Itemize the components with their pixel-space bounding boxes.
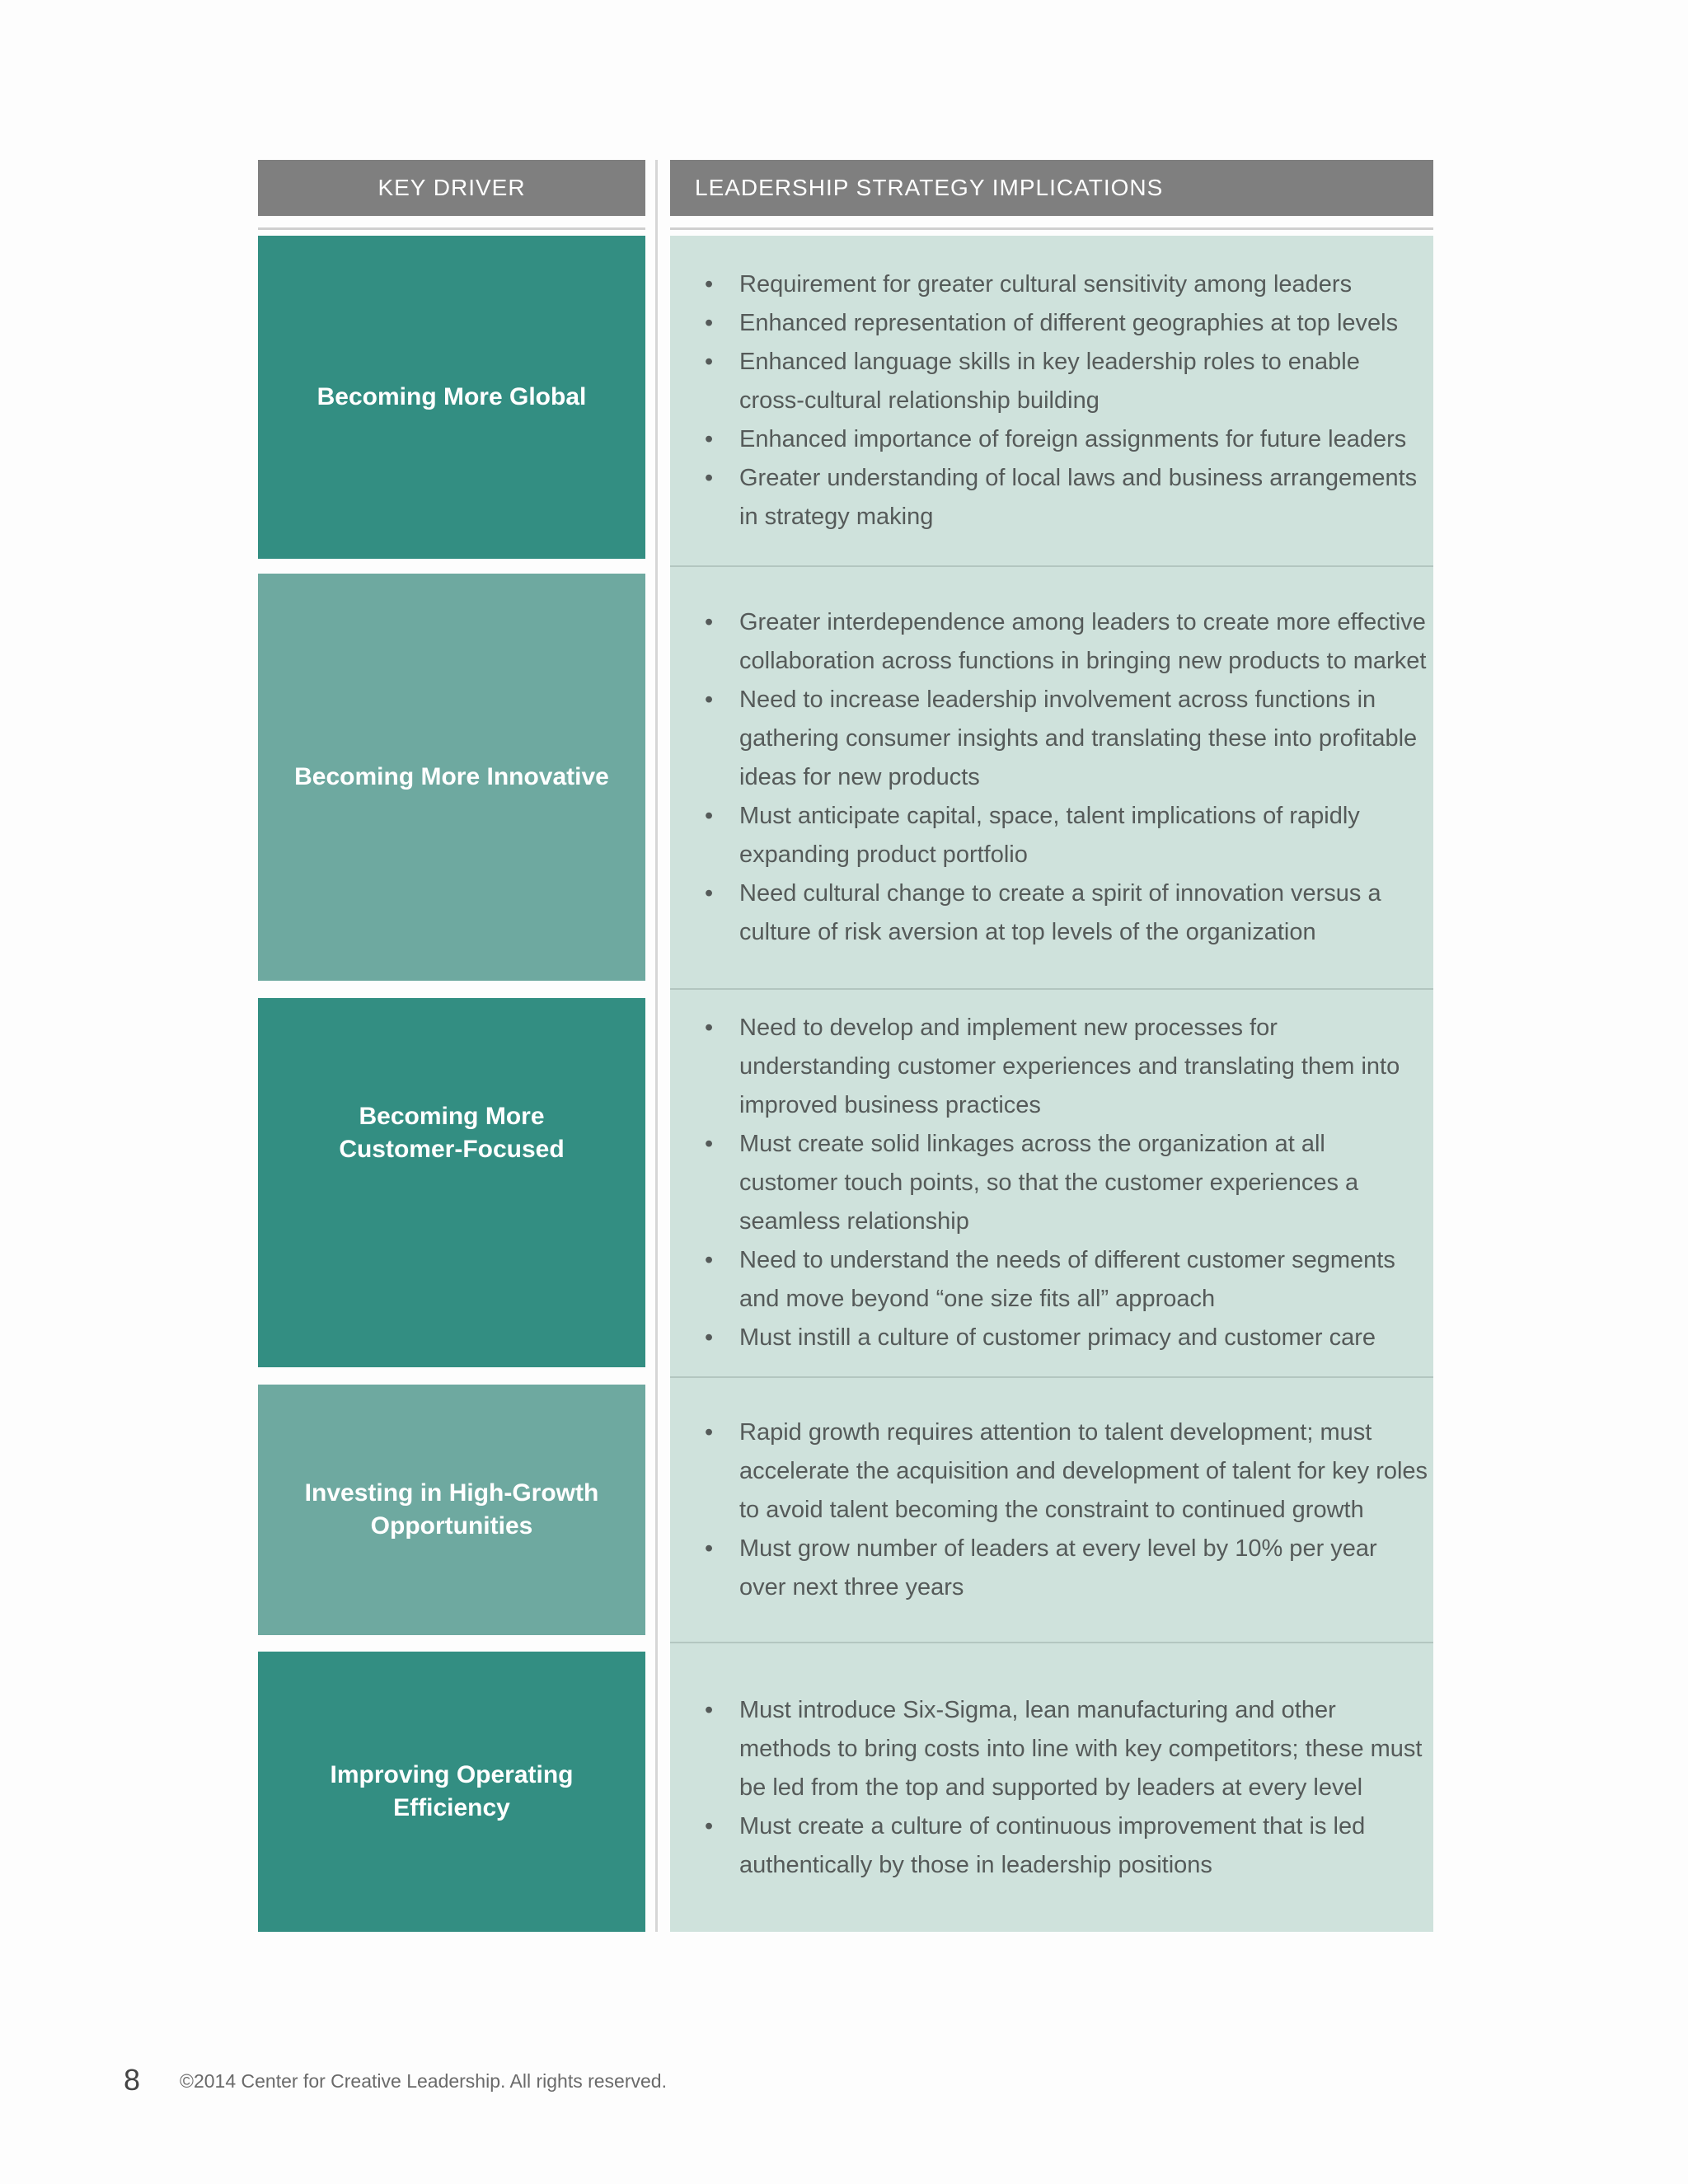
- implications-cell: [670, 567, 1433, 988]
- list-item: • Greater understanding of local laws and business arrangements in strategy making: [695, 459, 1428, 537]
- driver-cell: [258, 574, 645, 981]
- bullet-icon: •: [705, 609, 714, 635]
- bullet-icon: •: [705, 880, 714, 907]
- implications-cell: [670, 990, 1433, 1376]
- bullet-icon: •: [705, 309, 714, 336]
- header-rule-right: [670, 227, 1433, 230]
- driver-label: Investing in High-Growth Opportunities: [304, 1479, 599, 1540]
- list-item: • Enhanced language skills in key leadership roles to enable cross-cultural relationship building: [695, 343, 1428, 420]
- implications-list: [695, 1413, 1428, 1607]
- list-item: • Greater interdependence among leaders to create more effective collaboration across functions in bringing new products to market: [695, 603, 1428, 681]
- list-item: • Must instill a culture of customer primacy and customer care: [695, 1319, 1428, 1357]
- driver-label: Becoming More Customer-Focused: [339, 1103, 565, 1163]
- implications-list: [695, 603, 1428, 952]
- implications-cell: [670, 1643, 1433, 1932]
- implications-cell: [670, 236, 1433, 565]
- bullet-icon: •: [705, 464, 714, 491]
- list-item: • Must grow number of leaders at every level by 10% per year over next three years: [695, 1530, 1428, 1607]
- driver-cell: [258, 998, 645, 1367]
- implications-list: [695, 1691, 1428, 1885]
- bullet-icon: •: [705, 1535, 714, 1562]
- implications-cell: [670, 1378, 1433, 1642]
- bullet-icon: •: [705, 803, 714, 829]
- list-item: • Need cultural change to create a spirit of innovation versus a culture of risk aversion at top levels of the organization: [695, 874, 1428, 952]
- driver-cell: [258, 1385, 645, 1635]
- driver-cell: [258, 1652, 645, 1932]
- driver-cell: [258, 236, 645, 559]
- bullet-icon: •: [705, 1812, 714, 1840]
- copyright-notice: ©2014 Center for Creative Leadership. All rights reserved.: [180, 2070, 667, 2092]
- implications-list: [695, 265, 1428, 537]
- driver-label: Becoming More Global: [316, 383, 587, 410]
- bullet-icon: •: [705, 1015, 714, 1041]
- bullet-icon: •: [705, 687, 714, 713]
- page-number: 8: [124, 2063, 141, 2097]
- driver-label: Improving Operating Efficiency: [330, 1761, 574, 1821]
- implications-header: LEADERSHIP STRATEGY IMPLICATIONS: [670, 160, 1433, 216]
- list-item: • Must introduce Six-Sigma, lean manufacturing and other methods to bring costs into line with key competitors; these must be led from the top and supported by leaders at every level: [695, 1691, 1428, 1807]
- column-separator: [655, 160, 658, 1932]
- list-item: • Must create solid linkages across the organization at all customer touch points, so that the customer experiences a seamless relationship: [695, 1125, 1428, 1241]
- bullet-icon: •: [705, 348, 714, 375]
- list-item: • Requirement for greater cultural sensitivity among leaders: [695, 265, 1428, 304]
- list-item: • Need to increase leadership involvement across functions in gathering consumer insights and translating these into profitable ideas for new products: [695, 681, 1428, 797]
- bullet-icon: •: [705, 1696, 714, 1723]
- bullet-icon: •: [705, 1131, 714, 1157]
- bullet-icon: •: [705, 1247, 714, 1273]
- bullet-icon: •: [705, 1418, 714, 1446]
- driver-label: Becoming More Innovative: [294, 763, 609, 790]
- key-driver-header: KEY DRIVER: [258, 160, 645, 216]
- header-rule-left: [258, 227, 645, 230]
- list-item: • Enhanced importance of foreign assignments for future leaders: [695, 420, 1428, 459]
- bullet-icon: •: [705, 270, 714, 298]
- implications-list: [695, 1009, 1428, 1357]
- list-item: • Must anticipate capital, space, talent implications of rapidly expanding product portfolio: [695, 797, 1428, 874]
- list-item: • Need to develop and implement new processes for understanding customer experiences and translating them into improved business practices: [695, 1009, 1428, 1125]
- list-item: • Enhanced representation of different geographies at top levels: [695, 304, 1428, 343]
- list-item: • Rapid growth requires attention to talent development; must accelerate the acquisition and development of talent for key roles to avoid talent becoming the constraint to continued growth: [695, 1413, 1428, 1530]
- bullet-icon: •: [705, 425, 714, 452]
- list-item: • Need to understand the needs of different customer segments and move beyond “one size fits all” approach: [695, 1241, 1428, 1319]
- list-item: • Must create a culture of continuous improvement that is led authentically by those in leadership positions: [695, 1807, 1428, 1885]
- bullet-icon: •: [705, 1324, 714, 1351]
